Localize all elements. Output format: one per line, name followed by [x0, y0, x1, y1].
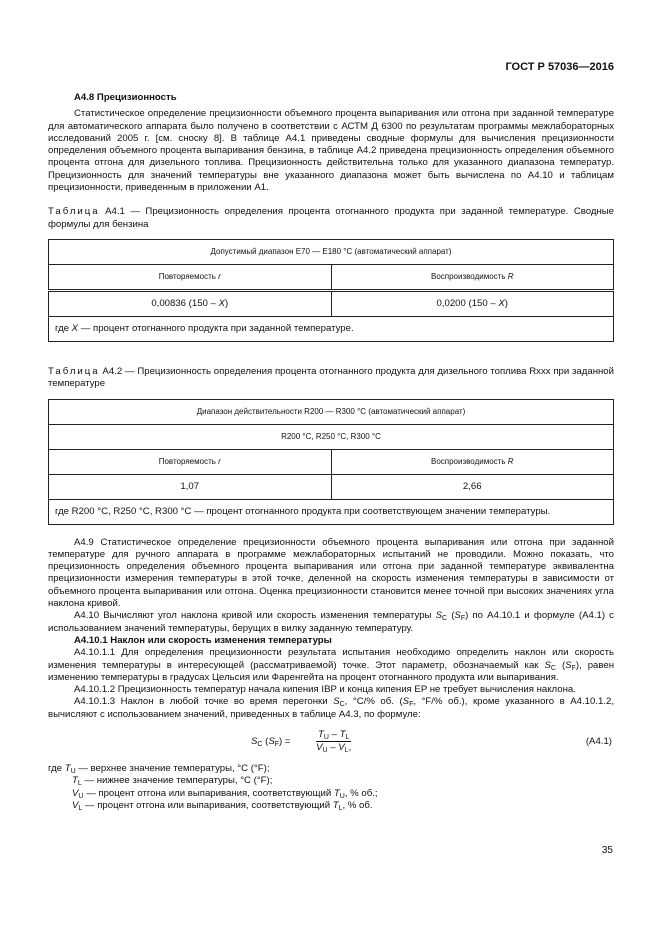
formula-fraction: $\frac{T_U - T_L}{V_U - V_L,}$ [316, 729, 352, 755]
paragraph-a4-8: Статистическое определение прецизионности объемного процента выпаривания или отгона при заданной температуре для автоматического аппарата было получено в соответствии с АСТМ Д 6300 по результатам программы межлабораторных исследований 2005 г. [см. сноску 8]. В таблице А4.1 приведены сводные формулы для вычисления прецизионности определения объемного процента выпаривания бензина, в таблице А4.2 приведена прецизионность определения объемного процента отгона для дизельного топлива. Прецизионность действительна только для указанного диапазона температур. Прецизионность для значений температуры вне указанного диапазона может быть вычислена по А4.10 и таблицам прецизионности, приведенным в приложении А1. [48, 108, 614, 194]
col-header-repeatability: Повторяемость r [49, 449, 332, 474]
table-caption-a4-1 [48, 206, 614, 231]
table-range-header: Допустимый диапазон Е70 — Е180 °С (автоматический аппарат) [49, 239, 614, 264]
table-note: где X — процент отогнанного продукта при заданной температуре. [49, 316, 614, 341]
formula-lhs: $S_C$ $(S_F)$ = [251, 736, 291, 749]
table-caption-a4-2 [48, 366, 614, 391]
paragraph-a4-9: А4.9 Статистическое определение прецизионности объемного процента выпаривания или отгона при заданной температуре для ручного аппарата в программе межлабораторных испытаний не проводили. Можно показать, что прецизионность определения объемного процента выпаривания или отгона при заданной температуре эквивалентна прецизионности измерения температуры в этой точке, деленной на скорость изменения температуры в зависимости от объемного процента выпаривания или отгона. Оценка прецизионности становится менее точной при высоких значениях угла наклона кривой. [48, 536, 614, 610]
caption-text: А4.1 — Прецизионность определения процента отогнанного продукта при заданной температуре. Сводные формулы для бензина [48, 206, 615, 230]
caption-text: А4.2 — Прецизионность определения процента отогнанного продукта для дизельного топлива Rxxx при заданной температуре [48, 365, 614, 390]
table-label: Таблица [48, 365, 100, 377]
document-header: ГОСТ Р 57036—2016 [505, 61, 614, 73]
formula-a4-1 [48, 727, 614, 759]
paragraph-a4-10-1-3: А4.10.1.3 Наклон в любой точке во время перегонки $S_C$, °С/% об. ($S_F$, °F/% об.), кроме указанного в А4.10.1.2, вычисляют с использованием значений, приведенных в таблице А4.3, по формуле: [48, 696, 615, 720]
table-a4-2 [48, 399, 614, 525]
where-item: где $T_U$ — верхнее значение температуры, °С (°F); [48, 763, 270, 776]
col-header-repeatability: Повторяемость r [49, 264, 332, 290]
cell-repeatability: 0,00836 (150 – X) [49, 290, 332, 316]
page-number: 35 [601, 845, 613, 856]
table-a4-1 [48, 239, 614, 342]
page-body [48, 92, 614, 812]
paragraph-a4-10-1-1: А4.10.1.1 Для определения прецизионности результата испытания необходимо определить наклон или скорость изменения температуры в интересующей (рассматриваемой) точке. Этот параметр, обозначаемый как $S_C$ $(S_F)$, равен изменению температуры в градусах Цельсия или Фаренгейта на процент отогнанного продукта или выпаривания. [48, 647, 615, 683]
table-label: Таблица [48, 206, 100, 218]
paragraph-a4-10: А4.10 Вычисляют угол наклона кривой или скорость изменения температуры $S_C$ $(S_F)$ по А4.10.1 и формуле (А4.1) с использованием значений температуры, берущих в вилку заданную температуру. [48, 610, 614, 634]
paragraph-a4-10-1-2: А4.10.1.2 Прецизионность температур начала кипения IBP и конца кипения EP не требует вычисления наклона. [74, 684, 576, 696]
col-header-reproducibility: Воспроизводимость R [331, 264, 614, 290]
where-item: $V_U$ — процент отгона или выпаривания, соответствующий $T_U$, % об.; [72, 787, 378, 800]
cell-repeatability: 1,07 [49, 474, 332, 499]
cell-reproducibility: 0,0200 (150 – X) [331, 290, 614, 316]
table-note: где R200 °С, R250 °С, R300 °С — процент отогнанного продукта при соответствующем значении температуры. [49, 499, 614, 524]
table-range-header: Диапазон действительности R200 — R300 °С (автоматический аппарат) [49, 399, 614, 424]
section-title-a4-10-1: А4.10.1 Наклон или скорость изменения температуры [74, 634, 332, 646]
where-list [48, 763, 614, 812]
section-title-a4-8: А4.8 Прецизионность [74, 92, 177, 103]
table-points-header: R200 °С, R250 °С, R300 °С [49, 424, 614, 449]
col-header-reproducibility: Воспроизводимость R [331, 449, 614, 474]
cell-reproducibility: 2,66 [331, 474, 614, 499]
where-item: $T_L$ — нижнее значение температуры, °С (°F); [72, 775, 273, 788]
formula-number: (А4.1) [585, 736, 612, 748]
where-item: $V_L$ — процент отгона или выпаривания, соответствующий $T_L$, % об. [72, 799, 373, 812]
